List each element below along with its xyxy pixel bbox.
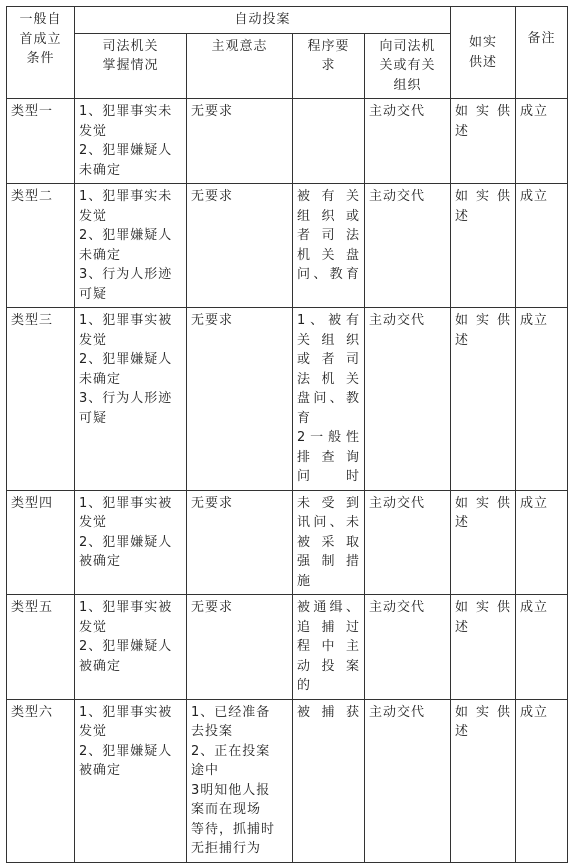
cell-remark: 成立: [516, 490, 568, 595]
cell-procedure: [293, 699, 365, 862]
cell-line: 如实供: [455, 600, 512, 615]
cell-line: 2、犯罪嫌疑人: [79, 743, 173, 759]
cell-line: 被捕获: [297, 704, 360, 720]
header-truthful-line: 如实: [469, 35, 498, 50]
cell-procedure: [293, 99, 365, 184]
cell-truthful: [451, 308, 516, 491]
cell-remark: 成立: [516, 99, 568, 184]
cell-line: 2、犯罪嫌疑人: [79, 534, 173, 550]
cell-line: 如实供: [455, 189, 512, 204]
cell-subjective: [187, 308, 293, 491]
cell-remark: 成立: [516, 595, 568, 700]
header-first-col-line: 一般自: [19, 12, 62, 27]
cell-line: 被确定: [79, 658, 122, 674]
cell-line: 强制措: [297, 554, 360, 569]
cell-line: 无要求: [191, 495, 234, 511]
cell-line: 如实供: [455, 704, 512, 720]
header-group-voluntary-surrender: 自动投案: [75, 7, 451, 34]
cell-surrender: 主动交代: [365, 308, 451, 491]
cell-line: 关组织: [297, 332, 360, 348]
cell-line: 组织或: [297, 208, 360, 224]
header-first-col: [7, 7, 75, 99]
cell-subjective: [187, 490, 293, 595]
header-row-top: [7, 7, 568, 34]
cell-surrender: 主动交代: [365, 595, 451, 700]
cell-line: 述: [455, 619, 470, 635]
table-row: [7, 699, 568, 862]
cell-procedure: [293, 490, 365, 595]
cell-line: 可疑: [79, 410, 108, 426]
cell-line: 者司法: [297, 228, 360, 243]
cell-line: 发觉: [79, 332, 108, 348]
cell-line: 1、犯罪事实被: [79, 704, 173, 720]
cell-truthful: [451, 184, 516, 308]
cell-truthful: [451, 490, 516, 595]
cell-line: 去投案: [191, 724, 234, 739]
cell-surrender: 主动交代: [365, 699, 451, 862]
cell-judicial: [75, 184, 187, 308]
cell-subjective: [187, 699, 293, 862]
cell-line: 1、犯罪事实被: [79, 495, 173, 511]
cell-surrender: 主动交代: [365, 184, 451, 308]
cell-line: 述: [455, 515, 470, 530]
header-procedure-line: 程序要: [307, 38, 350, 54]
cell-line: 育: [297, 410, 312, 426]
cell-line: 动投案: [297, 658, 360, 674]
cell-line: 发觉: [79, 619, 108, 635]
cell-subjective: [187, 184, 293, 308]
header-first-col-line: 条件: [26, 51, 55, 66]
cell-line: 未确定: [79, 371, 122, 387]
header-remark: 备注: [516, 7, 568, 99]
cell-subjective: [187, 595, 293, 700]
cell-type: 类型五: [7, 595, 75, 700]
cell-line: 被有关: [297, 189, 360, 204]
cell-line: 被采取: [297, 534, 360, 550]
cell-line: 程中主: [297, 639, 360, 654]
header-procedure: [293, 33, 365, 99]
cell-type: 类型四: [7, 490, 75, 595]
cell-line: 排查询: [297, 449, 360, 465]
cell-line: 1、犯罪事实未: [79, 189, 173, 204]
header-surrender-line: 关或有关: [379, 58, 436, 73]
cell-line: 1、犯罪事实未: [79, 104, 173, 119]
cell-line: 述: [455, 332, 470, 348]
cell-type: 类型三: [7, 308, 75, 491]
header-truthful: [451, 7, 516, 99]
cell-line: 述: [455, 724, 470, 739]
cell-line: 施: [297, 573, 312, 589]
cell-line: 发觉: [79, 123, 108, 139]
cell-subjective: [187, 99, 293, 184]
cell-line: 机关盘: [297, 247, 360, 263]
cell-line: 无要求: [191, 313, 234, 328]
header-judicial-line: 掌握情况: [102, 58, 159, 73]
header-judicial: [75, 33, 187, 99]
cell-line: 发觉: [79, 724, 108, 739]
cell-line: 被确定: [79, 763, 122, 778]
cell-line: 盘问、教: [297, 391, 360, 406]
cell-line: 2、犯罪嫌疑人: [79, 639, 173, 654]
cell-line: 的: [297, 678, 312, 693]
cell-type: 类型二: [7, 184, 75, 308]
cell-line: 无要求: [191, 189, 234, 204]
cell-judicial: [75, 699, 187, 862]
cell-line: 1、犯罪事实被: [79, 313, 173, 328]
cell-line: 如实供: [455, 104, 512, 119]
cell-judicial: [75, 308, 187, 491]
table-row: [7, 595, 568, 700]
header-first-col-line: 首成立: [19, 31, 62, 47]
table-row: [7, 308, 568, 491]
cell-line: 发觉: [79, 208, 108, 224]
cell-line: 2、犯罪嫌疑人: [79, 228, 173, 243]
cell-remark: 成立: [516, 308, 568, 491]
header-surrender-line: 向司法机: [379, 38, 436, 54]
cell-line: 1、被有: [297, 313, 360, 328]
table-row: [7, 99, 568, 184]
cell-surrender: 主动交代: [365, 99, 451, 184]
header-procedure-line: 求: [321, 58, 336, 73]
cell-line: 2一般性: [297, 430, 360, 445]
cell-line: 无要求: [191, 600, 234, 615]
cell-judicial: [75, 595, 187, 700]
cell-line: 未确定: [79, 247, 122, 263]
cell-line: 2、犯罪嫌疑人: [79, 352, 173, 367]
cell-line: 2、正在投案: [191, 743, 271, 759]
cell-line: 等待，抓捕时: [191, 821, 276, 837]
header-surrender-line: 组织: [393, 77, 422, 93]
cell-judicial: [75, 99, 187, 184]
cell-line: 1、犯罪事实被: [79, 600, 173, 615]
cell-line: 或者司: [297, 352, 360, 367]
cell-line: 3明知他人报: [191, 782, 271, 798]
table-row: [7, 184, 568, 308]
cell-remark: 成立: [516, 184, 568, 308]
cell-line: 述: [455, 208, 470, 224]
cell-line: 未确定: [79, 162, 122, 178]
cell-line: 发觉: [79, 515, 108, 530]
cell-procedure: [293, 595, 365, 700]
cell-line: 法机关: [297, 371, 360, 387]
cell-line: 追捕过: [297, 619, 360, 635]
cell-truthful: [451, 595, 516, 700]
header-surrender: [365, 33, 451, 99]
cell-type: 类型一: [7, 99, 75, 184]
surrender-conditions-table: [6, 6, 568, 863]
cell-line: 述: [455, 123, 470, 139]
cell-procedure: [293, 184, 365, 308]
cell-judicial: [75, 490, 187, 595]
cell-line: 可疑: [79, 286, 108, 302]
cell-line: 讯问、未: [297, 515, 360, 530]
cell-type: 类型六: [7, 699, 75, 862]
cell-remark: 成立: [516, 699, 568, 862]
cell-line: 案而在现场: [191, 802, 262, 817]
cell-line: 无要求: [191, 104, 234, 119]
table-row: [7, 490, 568, 595]
cell-line: 未受到: [297, 495, 360, 511]
cell-surrender: 主动交代: [365, 490, 451, 595]
header-subjective: 主观意志: [187, 33, 293, 99]
cell-procedure: [293, 308, 365, 491]
cell-line: 3、行为人形迹: [79, 267, 173, 282]
cell-truthful: [451, 99, 516, 184]
cell-line: 问、教育: [297, 267, 360, 282]
cell-line: 被确定: [79, 554, 122, 569]
cell-line: 途中: [191, 763, 220, 778]
header-judicial-line: 司法机关: [102, 38, 159, 54]
cell-truthful: [451, 699, 516, 862]
header-truthful-line: 供述: [469, 54, 498, 70]
cell-line: 2、犯罪嫌疑人: [79, 143, 173, 158]
cell-line: 3、行为人形迹: [79, 391, 173, 406]
cell-line: 问时: [297, 469, 360, 484]
cell-line: 如实供: [455, 313, 512, 328]
cell-line: 被通缉、: [297, 600, 360, 615]
cell-line: 无拒捕行为: [191, 841, 262, 856]
cell-line: 1、已经准备: [191, 704, 271, 720]
cell-line: 如实供: [455, 495, 512, 511]
